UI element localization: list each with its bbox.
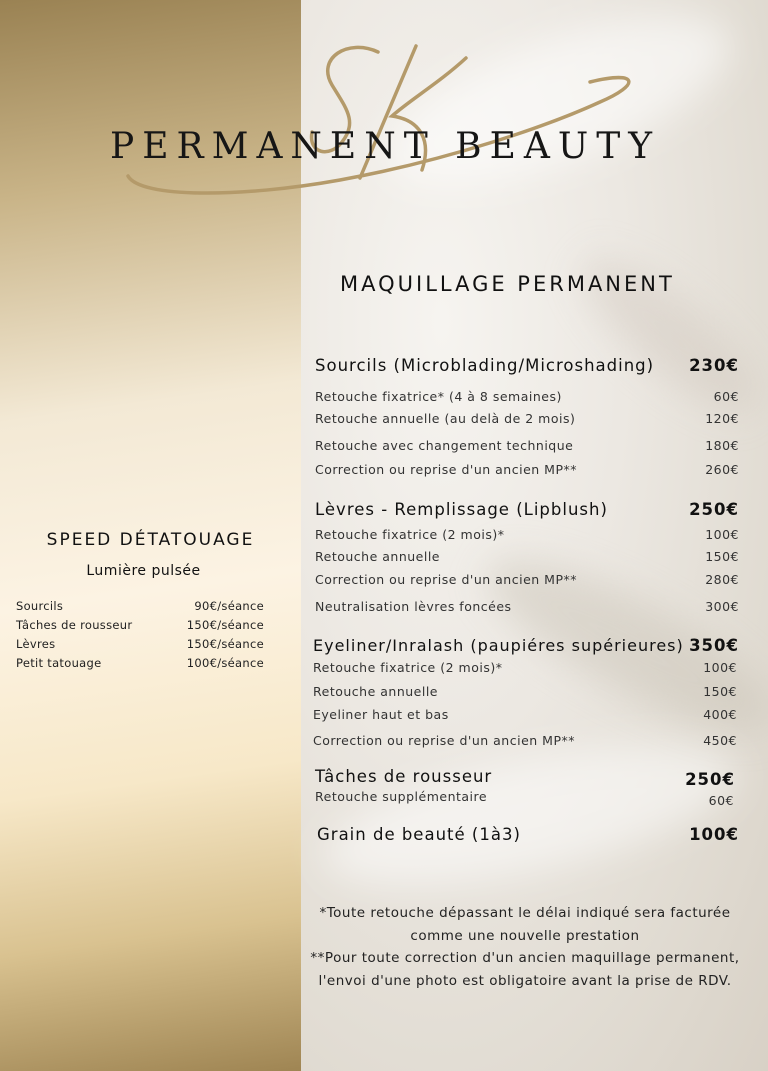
item-label: Correction ou reprise d'un ancien MP** <box>315 462 577 477</box>
item-price: 60€ <box>713 389 739 404</box>
group-title: Eyeliner/Inralash (paupiéres supérieures) <box>313 636 684 655</box>
item-price: 280€ <box>705 572 739 587</box>
list-item <box>16 637 264 651</box>
list-item <box>16 618 264 632</box>
item-price: 100€ <box>703 660 737 675</box>
speed-section-subtitle: Lumière pulsée <box>86 563 201 579</box>
item-price: 60€ <box>708 793 734 808</box>
item-label: Tâches de rousseur <box>16 618 133 632</box>
list-item <box>313 660 737 675</box>
list-item <box>315 462 739 477</box>
item-label: Lèvres <box>16 637 56 651</box>
item-price: 100€/séance <box>186 656 264 670</box>
group-price: 250€ <box>685 770 735 789</box>
list-item <box>315 411 739 426</box>
item-label: Correction ou reprise d'un ancien MP** <box>313 733 575 748</box>
group-title: Grain de beauté (1à3) <box>317 825 521 844</box>
group-price: 230€ <box>689 356 739 375</box>
footnote-line: **Pour toute correction d'un ancien maquillage permanent, <box>310 950 740 966</box>
item-label: Retouche avec changement technique <box>315 438 574 453</box>
item-label: Eyeliner haut et bas <box>313 707 449 722</box>
footnote-line: *Toute retouche dépassant le délai indiqué sera facturée <box>319 905 731 921</box>
list-item <box>315 789 734 808</box>
item-label: Retouche fixatrice* (4 à 8 semaines) <box>315 389 562 404</box>
section-title: MAQUILLAGE PERMANENT <box>340 272 675 296</box>
group-header-sourcils <box>315 356 739 375</box>
item-price: 100€ <box>705 527 739 542</box>
group-header-taches <box>315 767 735 789</box>
item-price: 300€ <box>705 599 739 614</box>
group-price: 100€ <box>689 825 739 844</box>
footnote-line: l'envoi d'une photo est obligatoire avant la prise de RDV. <box>318 973 732 989</box>
group-header-levres <box>315 500 739 519</box>
item-label: Retouche supplémentaire <box>315 789 488 804</box>
item-label: Petit tatouage <box>16 656 102 670</box>
group-header-eyeliner <box>313 636 739 655</box>
item-label: Retouche annuelle (au delà de 2 mois) <box>315 411 576 426</box>
speed-section-title: SPEED DÉTATOUAGE <box>46 530 255 550</box>
item-label: Sourcils <box>16 599 64 613</box>
list-item <box>313 733 737 748</box>
list-item <box>16 656 264 670</box>
list-item <box>313 707 737 722</box>
list-item <box>315 389 739 404</box>
item-price: 150€/séance <box>186 618 264 632</box>
item-label: Retouche fixatrice (2 mois)* <box>315 527 505 542</box>
list-item <box>315 599 739 614</box>
item-price: 120€ <box>705 411 739 426</box>
item-price: 260€ <box>705 462 739 477</box>
item-price: 90€/séance <box>194 599 264 613</box>
item-label: Retouche annuelle <box>313 684 438 699</box>
brand-name: PERMANENT BEAUTY <box>109 126 661 167</box>
list-item <box>16 599 264 613</box>
list-item <box>315 572 739 587</box>
item-price: 180€ <box>705 438 739 453</box>
item-price: 400€ <box>703 707 737 722</box>
item-price: 450€ <box>703 733 737 748</box>
list-item <box>315 438 739 453</box>
list-item <box>315 549 739 564</box>
footnote-line: comme une nouvelle prestation <box>410 928 640 944</box>
group-header-grain <box>317 825 739 844</box>
group-title: Lèvres - Remplissage (Lipblush) <box>315 500 608 519</box>
item-label: Correction ou reprise d'un ancien MP** <box>315 572 577 587</box>
group-price: 250€ <box>689 500 739 519</box>
item-label: Retouche fixatrice (2 mois)* <box>313 660 503 675</box>
item-price: 150€ <box>705 549 739 564</box>
item-label: Neutralisation lèvres foncées <box>315 599 512 614</box>
group-title: Tâches de rousseur <box>315 767 493 786</box>
list-item <box>313 684 737 699</box>
item-label: Retouche annuelle <box>315 549 440 564</box>
list-item <box>315 527 739 542</box>
group-price: 350€ <box>689 636 739 655</box>
item-price: 150€/séance <box>186 637 264 651</box>
sk-monogram-logo <box>120 30 650 205</box>
item-price: 150€ <box>703 684 737 699</box>
group-title: Sourcils (Microblading/Microshading) <box>315 356 655 375</box>
